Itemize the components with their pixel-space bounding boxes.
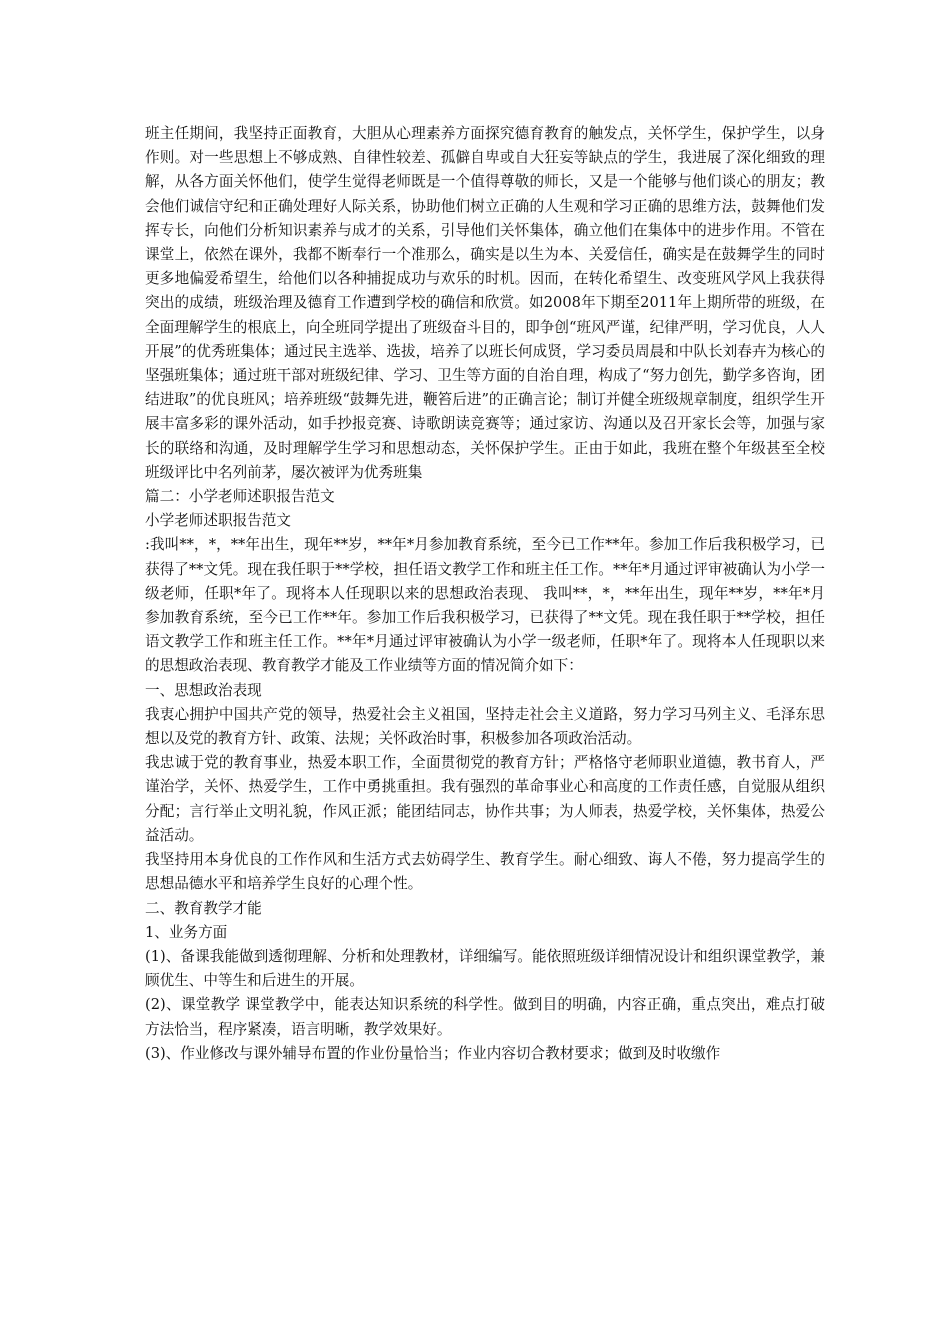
document-body — [145, 122, 825, 1066]
section-heading-part-two: 篇二：小学老师述职报告范文 — [145, 488, 335, 506]
paragraph-classroom-teaching: (2)、课堂教学 课堂教学中，能表达知识系统的科学性。做到目的明确，内容正确，重点突出，难点打破方法恰当，程序紧凑，语言明晰，教学效果好。 — [145, 996, 825, 1038]
paragraph-political-2: 我忠诚于党的教育事业，热爱本职工作，全面贯彻党的教育方针；严格恪守老师职业道德，教书育人，严谨治学，关怀、热爱学生，工作中勇挑重担。我有强烈的革命事业心和高度的工作责任感，自觉服从组织分配；言行举止文明礼貌，作风正派；能团结同志，协作共事；为人师表，热爱学校，关怀集体，热爱公益活动。 — [145, 754, 825, 844]
paragraph-lesson-prep: (1)、备课我能做到透彻理解、分析和处理教材，详细编写。能依照班级详细情况设计和组织课堂教学，兼顾优生、中等生和后进生的开展。 — [145, 947, 825, 990]
document-subtitle: 小学老师述职报告范文 — [145, 512, 291, 530]
subheading-business: 1、业务方面 — [145, 923, 228, 941]
paragraph-political-1: 我衷心拥护中国共产党的领导，热爱社会主义祖国，坚持走社会主义道路，努力学习马列主义、毛泽东思想以及党的教育方针、政策、法规；关怀政治时事，积极参加各项政治活动。 — [145, 705, 825, 748]
section-heading-political: 一、思想政治表现 — [145, 681, 262, 699]
paragraph-political-3: 我坚持用本身优良的工作作风和生活方式去妨碍学生、教育学生。耐心细致、诲人不倦，努力提高学生的思想品德水平和培养学生良好的心理个性。 — [145, 851, 825, 893]
paragraph-self-introduction: :我叫**，*，**年出生，现年**岁，**年*月参加教育系统，至今已工作**年。参加工作后我积极学习，已获得了**文凭。现在我任职于**学校，担任语文教学工作和班主任工作。**年*月通过评审被确认为小学一级老师，任职*年了。现将本人任现职以来的思想政治表现、 我叫**，*，**年出生，现年**岁，**年*月参加教育系统，至今已工作**年。参加工作后我积极学习，已获得了**文凭。现在我任职于**学校，担任语文教学工作和班主任工作。**年*月通过评审被确认为小学一级老师，任职*年了。现将本人任现职以来的思想政治表现、教育教学才能及工作业绩等方面的情况简介如下： — [145, 536, 825, 675]
paragraph-class-management: 班主任期间，我坚持正面教育，大胆从心理素养方面探究德育教育的触发点，关怀学生，保护学生，以身作则。对一些思想上不够成熟、自律性较差、孤僻自卑或自大狂妄等缺点的学生，我进展了深化细致的理解，从各方面关怀他们，使学生觉得老师既是一个值得尊敬的师长，又是一个能够与他们谈心的朋友；教会他们诚信守纪和正确处理好人际关系，协助他们树立正确的人生观和学习正确的思维方法，鼓舞他们发挥专长，向他们分析知识素养与成才的关系，引导他们关怀集体，确立他们在集体中的进步作用。不管在课堂上，依然在课外，我都不断奉行一个准那么，确实是以生为本、关爱信任，确实是在鼓舞学生的同时更多地偏爱希望生，给他们以各种捕捉成功与欢乐的时机。因而，在转化希望生、改变班风学风上我获得突出的成绩，班级治理及德育工作遭到学校的确信和欣赏。如2008年下期至2011年上期所带的班级，在全面理解学生的根底上，向全班同学提出了班级奋斗目的，即争创“班风严谨，纪律严明，学习优良，人人开展”的优秀班集体；通过民主选举、选拔，培养了以班长何成贤，学习委员周晨和中队长刘春卉为核心的坚强班集体；通过班干部对班级纪律、学习、卫生等方面的自治自理，构成了“努力创先，勤学多咨询，团结进取”的优良班风；培养班级“鼓舞先进，鞭笞后进”的正确言论；制订并健全班级规章制度，组织学生开展丰富多彩的课外活动，如手抄报竞赛、诗歌朗读竞赛等；通过家访、沟通以及召开家长会等，加强与家长的联络和沟通，及时理解学生学习和思想动态，关怀保护学生。正由于如此，我班在整个年级甚至全校班级评比中名列前茅，屡次被评为优秀班集 — [145, 125, 825, 481]
section-heading-teaching-ability: 二、教育教学才能 — [145, 899, 262, 917]
paragraph-homework: (3)、作业修改与课外辅导布置的作业份量恰当；作业内容切合教材要求；做到及时收缴作 — [145, 1044, 721, 1062]
